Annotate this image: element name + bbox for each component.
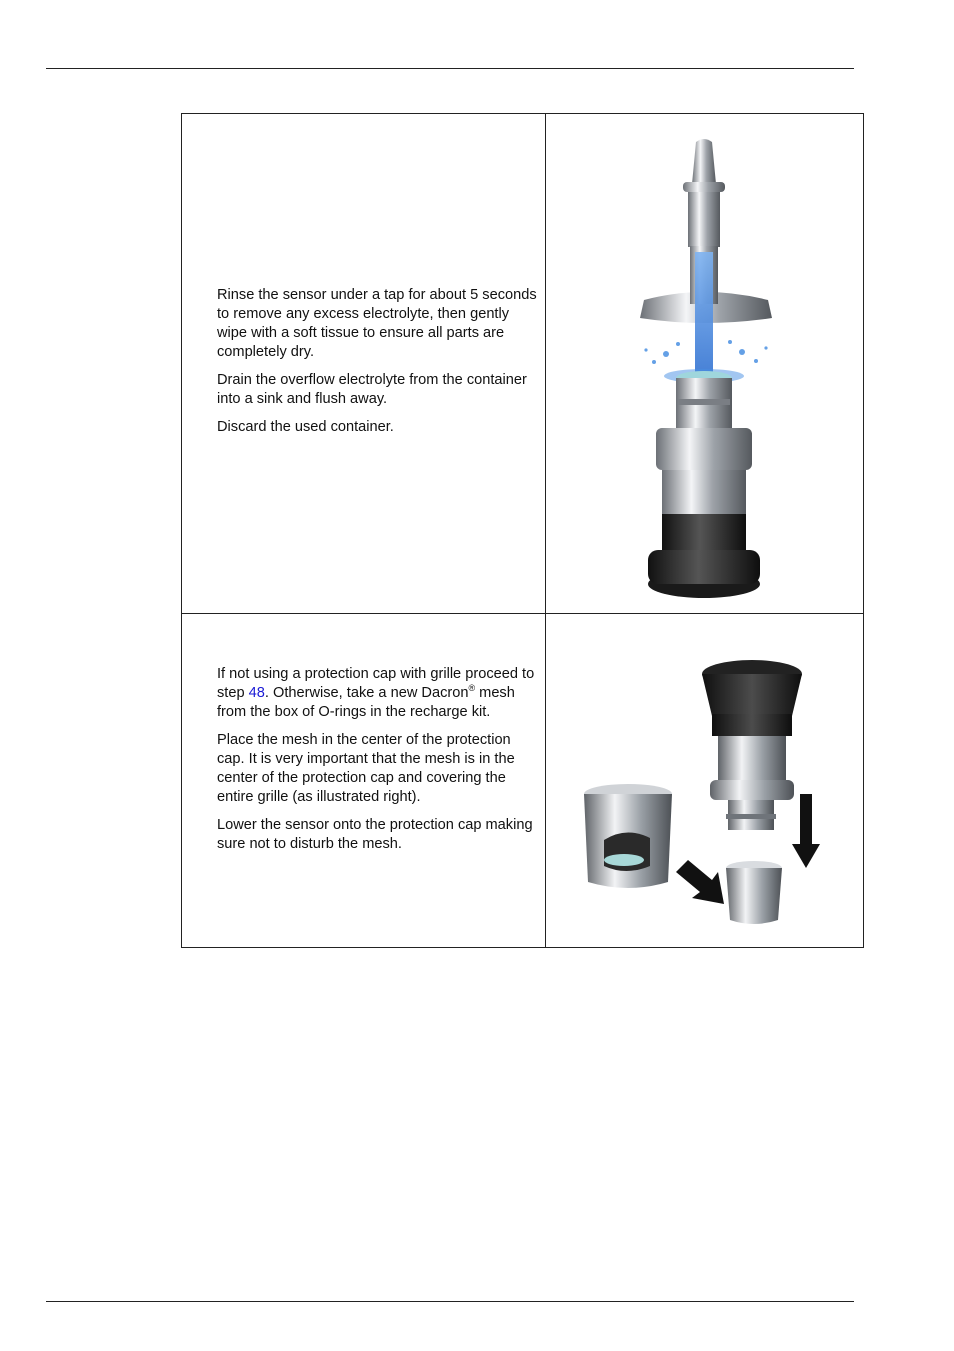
tap-rinse-illustration — [546, 114, 864, 613]
step-48-link[interactable]: 48 — [248, 685, 265, 701]
arrow-diagonal-icon — [676, 860, 724, 904]
place-mesh-instruction: Place the mesh in the center of the protection cap. It is very important that the mesh is in the center of the protection cap and covering the entire grille (as illustrated right). — [217, 732, 515, 805]
drain-instruction: Drain the overflow electrolyte from the container into a sink and flush away. — [217, 372, 527, 407]
mesh-text-cell — [182, 614, 546, 948]
mesh-instruction: If not using a protection cap with grille proceed to step 48. Otherwise, take a new Dacron® mesh from the box of O-rings in the recharge kit. — [217, 666, 535, 720]
rinse-text-cell — [182, 114, 546, 614]
rinse-figure-cell — [546, 114, 864, 614]
discard-instruction: Discard the used container. — [217, 419, 394, 435]
procedure-row-rinse — [182, 114, 864, 614]
registered-mark: ® — [468, 683, 476, 694]
rinse-instruction: Rinse the sensor under a tap for about 5 seconds to remove any excess electrolyte, then gently wipe with a soft tissue to ensure all parts are completely dry. — [217, 287, 537, 360]
procedure-table — [181, 113, 864, 948]
header-rule — [46, 68, 854, 69]
protection-cap-illustration — [546, 614, 864, 947]
procedure-row-mesh — [182, 614, 864, 948]
footer-rule — [46, 1301, 854, 1302]
arrow-down-icon — [792, 794, 820, 868]
lower-sensor-instruction: Lower the sensor onto the protection cap making sure not to disturb the mesh. — [217, 817, 533, 852]
mesh-figure-cell — [546, 614, 864, 948]
